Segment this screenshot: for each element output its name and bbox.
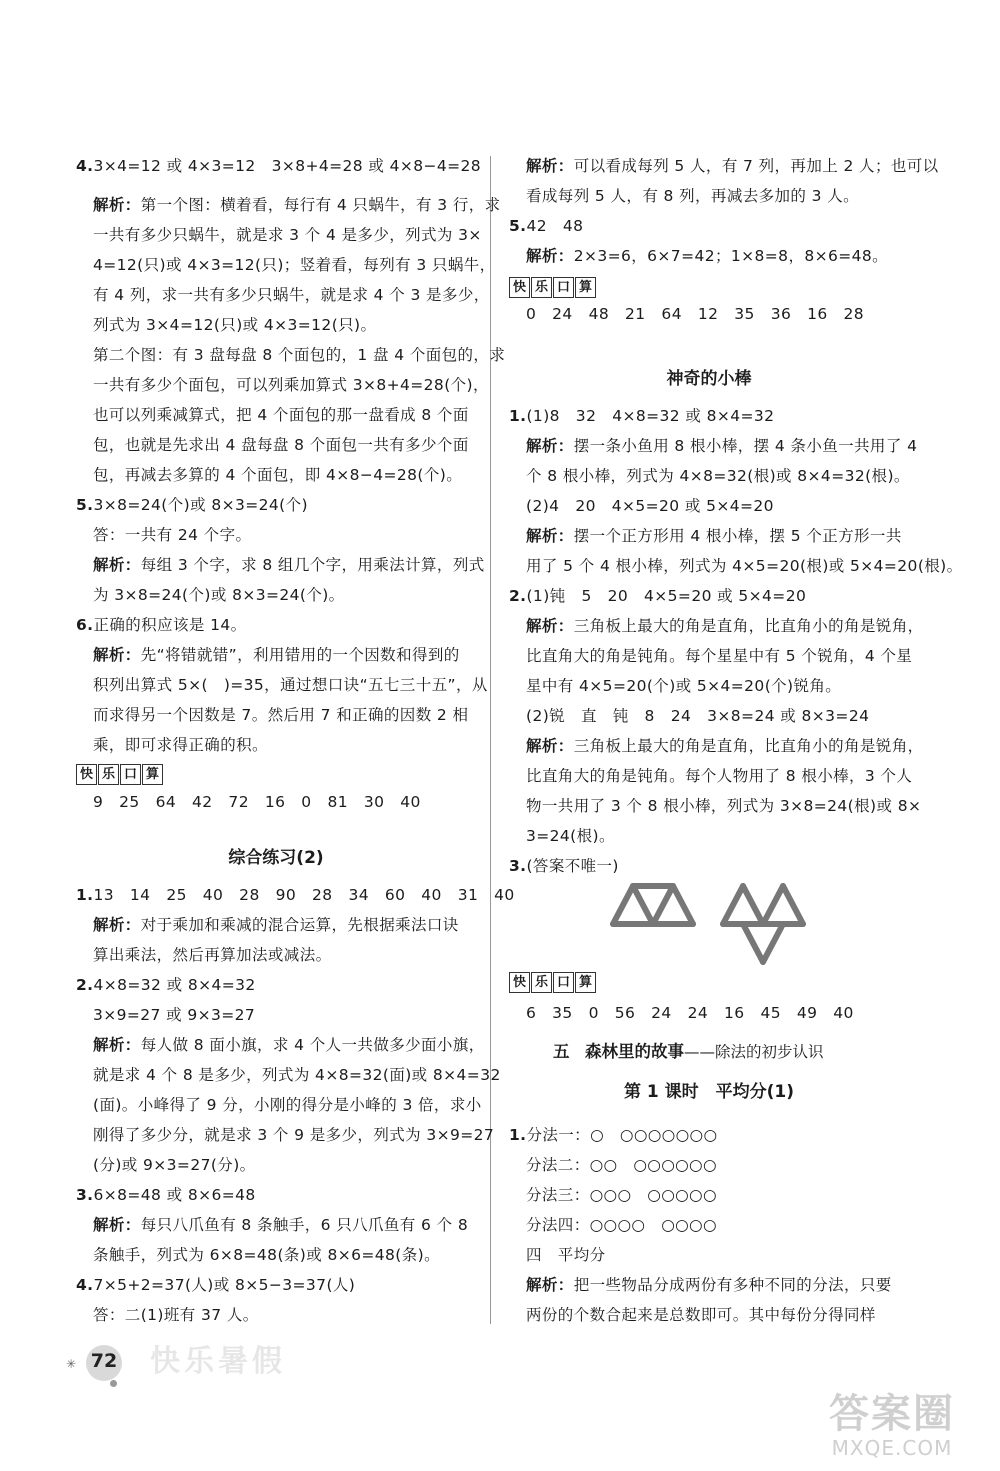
- kousuan-char: 乐: [531, 277, 552, 298]
- watermark: [802, 1392, 982, 1464]
- answer-line: 2.(1)钝 5 20 4×5=20 或 5×4=20: [509, 587, 807, 605]
- text-line: 比直角大的角是钝角。每个星星中有 5 个锐角，4 个星: [526, 647, 913, 665]
- text-line: (面)。小峰得了 9 分，小刚的得分是小峰的 3 倍，求小: [93, 1096, 482, 1114]
- text-line: (2)4 20 4×5=20 或 5×4=20: [526, 497, 774, 515]
- text-line: 也可以列乘减算式，把 4 个面包的那一盘看成 8 个面: [93, 406, 469, 424]
- kousuan-char: 快: [509, 277, 530, 298]
- text-line: 用了 5 个 4 根小棒，列式为 4×5=20(根)或 5×4=20(根)。: [526, 557, 963, 575]
- text-line: 看成每列 5 人，有 8 列，再减去多加的 3 人。: [526, 187, 860, 205]
- text-line: 乘，即可求得正确的积。: [93, 736, 268, 754]
- kousuan-char: 算: [142, 764, 163, 785]
- brand-logo: 快乐暑假: [150, 1344, 286, 1379]
- analysis-line: 解析：把一些物品分成两份有多种不同的分法，只要: [526, 1276, 892, 1294]
- page-number: 72: [90, 1350, 118, 1372]
- text-line: 分法三：○○○ ○○○○○: [526, 1186, 717, 1204]
- kousuan-char: 算: [575, 972, 596, 993]
- kousuan-answers: 0 24 48 21 64 12 35 36 16 28: [526, 305, 865, 323]
- analysis-line: 解析：对于乘加和乘减的混合运算，先根据乘法口诀: [93, 916, 459, 934]
- answer-line: 4.3×4=12 或 4×3=12 3×8+4=28 或 4×8−4=28: [76, 157, 482, 175]
- analysis-line: 解析：每只八爪鱼有 8 条触手，6 只八爪鱼有 6 个 8: [93, 1216, 469, 1234]
- text-line: 为 3×8=24(个)或 8×3=24(个)。: [93, 586, 345, 604]
- text-line: 比直角大的角是钝角。每个人物用了 8 根小棒，3 个人: [526, 767, 913, 785]
- kousuan-char: 快: [509, 972, 530, 993]
- text-line: 就是求 4 个 8 是多少，列式为 4×8=32(面)或 8×4=32: [93, 1066, 501, 1084]
- analysis-line: 解析：三角板上最大的角是直角，比直角小的角是锐角，: [526, 617, 924, 635]
- analysis-line: 解析：每组 3 个字，求 8 组几个字，用乘法计算，列式: [93, 556, 485, 574]
- text-line: (2)锐 直 钝 8 24 3×8=24 或 8×3=24: [526, 707, 870, 725]
- text-line: 而求得另一个因数是 7。然后用 7 和正确的因数 2 相: [93, 706, 469, 724]
- analysis-line: 解析：先“将错就错”，利用错用的一个因数和得到的: [93, 646, 460, 664]
- text-line: 列式为 3×4=12(只)或 4×3=12(只)。: [93, 316, 377, 334]
- text-line: 4=12(只)或 4×3=12(只)；竖着看，每列有 3 只蜗牛，: [93, 256, 496, 274]
- text-line: 包，再减去多算的 4 个面包，即 4×8−4=28(个)。: [93, 466, 463, 484]
- page-number-badge: [86, 1345, 122, 1381]
- text-line: 一共有多少个面包，可以列乘加算式 3×8+4=28(个)，: [93, 376, 489, 394]
- text-line: 一共有多少只蜗牛，就是求 3 个 4 是多少，列式为 3×: [93, 226, 482, 244]
- answer-line: 5.42 48: [509, 217, 584, 235]
- text-line: 四 平均分: [526, 1246, 606, 1264]
- text-line: 两份的个数合起来是总数即可。其中每份分得同样: [526, 1306, 876, 1324]
- kousuan-char: 口: [120, 764, 141, 785]
- answer-line: 4.7×5+2=37(人)或 8×5−3=37(人): [76, 1276, 356, 1294]
- kousuan-answers: 9 25 64 42 72 16 0 81 30 40: [93, 793, 421, 811]
- kousuan-char: 快: [76, 764, 97, 785]
- analysis-line: 解析：可以看成每列 5 人，有 7 列，再加上 2 人；也可以: [526, 157, 939, 175]
- stick-row-figure: [613, 886, 693, 924]
- answer-line: 5.3×8=24(个)或 8×3=24(个): [76, 496, 308, 514]
- text-line: 个 8 根小棒，列式为 4×8=32(根)或 8×4=32(根)。: [526, 467, 910, 485]
- chapter-heading: [553, 1041, 824, 1063]
- text-line: 物一共用了 3 个 8 根小棒，列式为 3×8=24(根)或 8×: [526, 797, 922, 815]
- kousuan-char: 口: [553, 972, 574, 993]
- analysis-line: 解析：2×3=6，6×7=42；1×8=8，8×6=48。: [526, 247, 889, 265]
- kousuan-char: 口: [553, 277, 574, 298]
- analysis-line: 解析：摆一个正方形用 4 根小棒，摆 5 个正方形一共: [526, 527, 902, 545]
- text-line: 答：一共有 24 个字。: [93, 526, 252, 544]
- text-line: 条触手，列式为 6×8=48(条)或 8×6=48(条)。: [93, 1246, 440, 1264]
- kousuan-answers: 6 35 0 56 24 24 16 45 49 40: [526, 1004, 854, 1022]
- star-icon: ✳: [66, 1357, 77, 1371]
- lesson-title: 第 1 课时 平均分(1): [623, 1082, 795, 1102]
- column-divider: [490, 156, 491, 1324]
- answer-line: 2.4×8=32 或 8×4=32: [76, 976, 256, 994]
- watermark-title: 答案圈: [829, 1391, 955, 1437]
- kousuan-label: [509, 972, 596, 993]
- answer-line: 3.(答案不唯一): [509, 857, 619, 875]
- text-line: 分法四：○○○○ ○○○○: [526, 1216, 717, 1234]
- stick-triangles-figure: [601, 876, 831, 966]
- chapter-subtitle: ——除法的初步认识: [684, 1043, 824, 1061]
- kousuan-char: 乐: [531, 972, 552, 993]
- analysis-line: 解析：第一个图：横着看，每行有 4 只蜗牛，有 3 行，求: [93, 196, 501, 214]
- text-line: 刚得了多少分，就是求 3 个 9 是多少，列式为 3×9=27: [93, 1126, 495, 1144]
- text-line: 积列出算式 5×( )=35，通过想口诀“五七三十五”，从: [93, 676, 488, 694]
- dot-decoration: [110, 1380, 117, 1387]
- text-line: 分法二：○○ ○○○○○○: [526, 1156, 717, 1174]
- chapter-number: 五: [553, 1042, 570, 1061]
- text-line: 3×9=27 或 9×3=27: [93, 1006, 256, 1024]
- text-line: 星中有 4×5=20(个)或 5×4=20(个)锐角。: [526, 677, 842, 695]
- answer-line: 3.6×8=48 或 8×6=48: [76, 1186, 256, 1204]
- stick-star-figure: [723, 886, 803, 962]
- analysis-line: 解析：摆一条小鱼用 8 根小棒，摆 4 条小鱼一共用了 4: [526, 437, 918, 455]
- watermark-url: MXQE.COM: [831, 1436, 953, 1460]
- text-line: 包，也就是先求出 4 盘每盘 8 个面包一共有多少个面: [93, 436, 469, 454]
- analysis-line: 解析：每人做 8 面小旗，求 4 个人一共做多少面小旗，: [93, 1036, 485, 1054]
- analysis-line: 解析：三角板上最大的角是直角，比直角小的角是锐角，: [526, 737, 924, 755]
- text-line: 算出乘法，然后再算加法或减法。: [93, 946, 332, 964]
- answer-line: 1.分法一：○ ○○○○○○○: [509, 1126, 718, 1144]
- kousuan-label: [76, 764, 163, 785]
- text-line: 3=24(根)。: [526, 827, 615, 845]
- section-title: 神奇的小棒: [666, 369, 752, 389]
- kousuan-char: 乐: [98, 764, 119, 785]
- text-line: 答：二(1)班有 37 人。: [93, 1306, 259, 1324]
- answer-line: 6.正确的积应该是 14。: [76, 616, 247, 634]
- text-line: 有 4 列，求一共有多少只蜗牛，就是求 4 个 3 是多少，: [93, 286, 490, 304]
- kousuan-label: [509, 277, 596, 298]
- answer-line: 1.13 14 25 40 28 90 28 34 60 40 31 40: [76, 886, 515, 904]
- kousuan-char: 算: [575, 277, 596, 298]
- section-title: 综合练习(2): [228, 848, 324, 868]
- text-line: (分)或 9×3=27(分)。: [93, 1156, 256, 1174]
- answer-line: 1.(1)8 32 4×8=32 或 8×4=32: [509, 407, 775, 425]
- text-line: 第二个图：有 3 盘每盘 8 个面包的，1 盘 4 个面包的，求: [93, 346, 506, 364]
- chapter-title: 森林里的故事: [585, 1042, 685, 1061]
